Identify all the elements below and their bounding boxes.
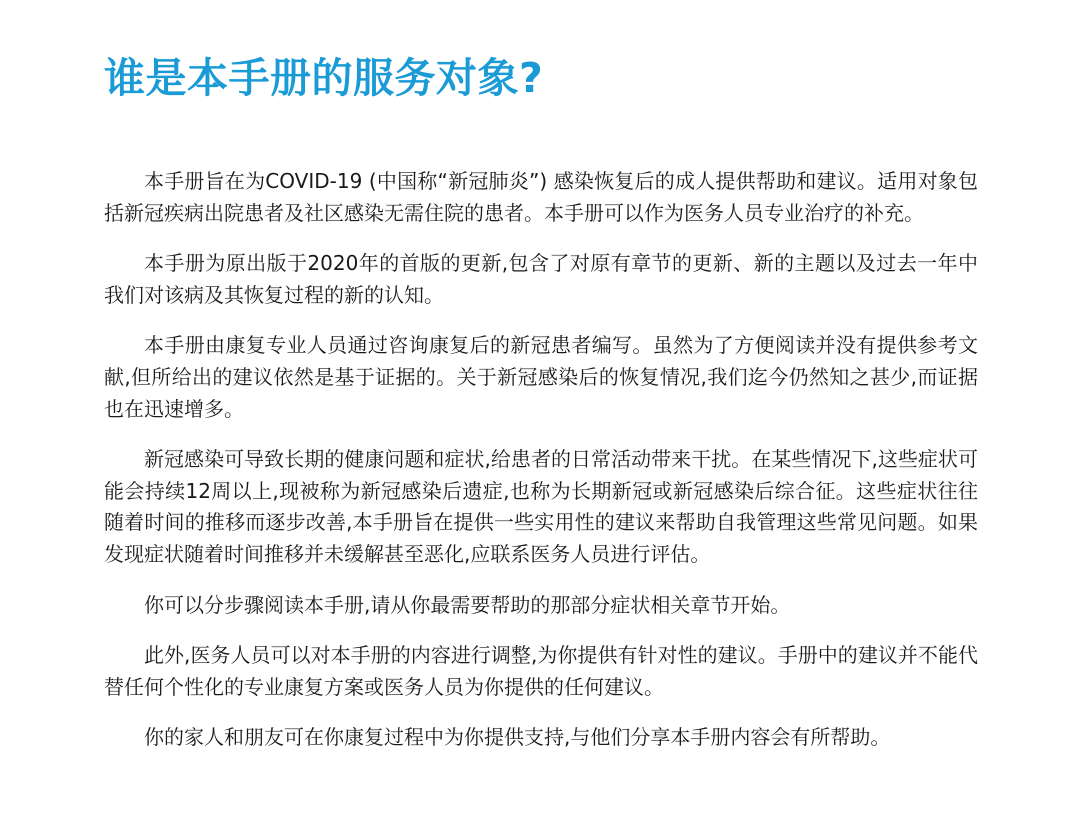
paragraph-long-covid: 新冠感染可导致长期的健康问题和症状,给患者的日常活动带来干扰。在某些情况下,这些症状可能会持续12周以上,现被称为新冠感染后遗症,也称为长期新冠或新冠感染后综合征。这些症状往往随着时间的推移而逐步改善,本手册旨在提供一些实用性的建议来帮助自我管理这些常见问题。如果发现症状随着时间推移并未缓解甚至恶化,应联系医务人员进行评估。 (104, 447, 978, 566)
paragraph-intro: 本手册旨在为COVID-19 (中国称“新冠肺炎”) 感染恢复后的成人提供帮助和建议。适用对象包括新冠疾病出院患者及社区感染无需住院的患者。本手册可以作为医务人员专业治疗的补充。 (104, 169, 978, 225)
page-title: 谁是本手册的服务对象? (104, 54, 544, 102)
paragraph-authors: 本手册由康复专业人员通过咨询康复后的新冠患者编写。虽然为了方便阅读并没有提供参考文献,但所给出的建议依然是基于证据的。关于新冠感染后的恢复情况,我们迄今仍然知之甚少,而证据也在迅速增多。 (104, 333, 978, 421)
paragraph-clinician-adjust: 此外,医务人员可以对本手册的内容进行调整,为你提供有针对性的建议。手册中的建议并不能代替任何个性化的专业康复方案或医务人员为你提供的任何建议。 (104, 643, 978, 699)
body-text (104, 166, 978, 773)
paragraph-family-support: 你的家人和朋友可在你康复过程中为你提供支持,与他们分享本手册内容会有所帮助。 (144, 725, 891, 750)
paragraph-reading-steps: 你可以分步骤阅读本手册,请从你最需要帮助的那部分症状相关章节开始。 (144, 592, 791, 617)
paragraph-update: 本手册为原出版于2020年的首版的更新,包含了对原有章节的更新、新的主题以及过去一年中我们对该病及其恢复过程的新的认知。 (104, 251, 978, 307)
